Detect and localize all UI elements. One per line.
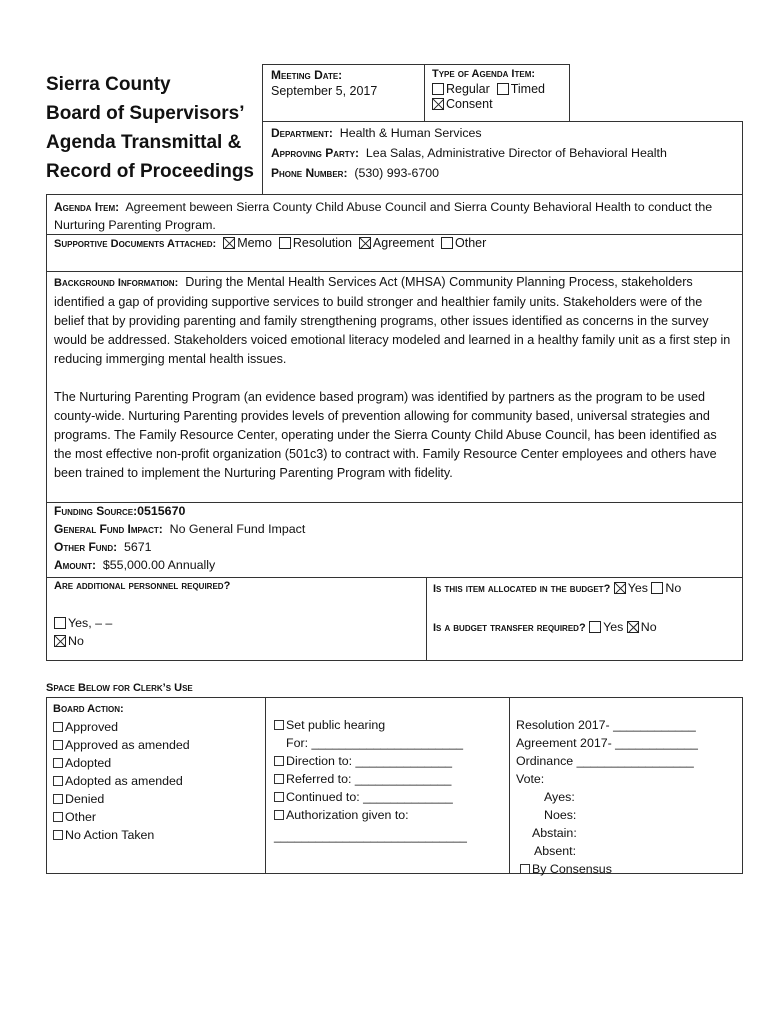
clerk-col-2 [274, 716, 504, 845]
clerk-col-1 [53, 700, 263, 844]
agenda-item-text: Agreement beween Sierra County Child Abuse Council and Sierra County Behavioral Health to conduct the Nurturing Parenting Program. [54, 200, 713, 232]
approved-label: Approved [65, 720, 119, 734]
budget-box [426, 577, 743, 661]
title-line-1: Sierra County [46, 74, 171, 95]
phone-label: Phone Number: [271, 166, 348, 180]
personnel-no-label: No [68, 634, 84, 648]
authorization-label: Authorization given to: [286, 808, 409, 822]
approving-label: Approving Party: [271, 146, 360, 160]
approved-amended-label: Approved as amended [65, 738, 190, 752]
denied-checkbox[interactable] [53, 794, 63, 804]
funding-box [46, 502, 743, 578]
continued-label: Continued to: _____________ [286, 790, 453, 804]
denied-label: Denied [65, 792, 105, 806]
other-fund-value: 5671 [124, 540, 152, 554]
clerk-section-label: Space Below for Clerk’s Use [46, 682, 193, 694]
department-box-top-rule [570, 121, 743, 122]
set-hearing-checkbox[interactable] [274, 720, 284, 730]
adopted-label: Adopted [65, 756, 112, 770]
approved-checkbox[interactable] [53, 722, 63, 732]
regular-label: Regular [446, 82, 490, 96]
resolution-label: Resolution [292, 236, 352, 250]
background-label: Background Information: [54, 277, 179, 289]
no-action-checkbox[interactable] [53, 830, 63, 840]
authorization-checkbox[interactable] [274, 810, 284, 820]
background-paragraph-1: During the Mental Health Services Act (MHSA) Community Planning Process, stakeholders identified a gap of providing supportive services to build stronger and healthier family units. Stakeholders were of the belief that by providing parenting and family strengthening programs, other issues identified as concerns in the survey would be addressed. Stakeholders voiced emotional literacy modeled and learned in a healthy family unit as a first step in reducing immerging mental health issues. [54, 275, 731, 366]
consensus-checkbox[interactable] [520, 864, 530, 874]
clerk-other-label: Other [65, 810, 96, 824]
noes-label: Noes: [544, 808, 577, 822]
other-checkbox[interactable] [441, 237, 453, 249]
referred-label: Referred to: ______________ [286, 772, 452, 786]
meeting-date-label: Meeting Date: [271, 68, 343, 82]
agreement-label: Agreement [372, 236, 435, 250]
ayes-label: Ayes: [544, 790, 575, 804]
general-fund-label: General Fund Impact: [54, 522, 163, 536]
budget-allocated-label: Is this item allocated in the budget? [433, 583, 611, 595]
agenda-item-box [46, 194, 743, 235]
title-line-2: Board of Supervisors’ [46, 103, 245, 124]
personnel-label: Are additional personnel required? [54, 580, 231, 592]
for-line: For: ______________________ [286, 736, 464, 750]
timed-checkbox[interactable] [497, 83, 509, 95]
budget-transfer-label: Is a budget transfer required? [433, 622, 586, 634]
transfer-yes-label: Yes [603, 620, 624, 634]
allocated-yes-label: Yes [627, 581, 648, 595]
personnel-yes-label: Yes, – – [68, 616, 113, 630]
vote-label: Vote: [516, 772, 545, 786]
continued-checkbox[interactable] [274, 792, 284, 802]
authorization-line: ____________________________ [274, 829, 467, 843]
document-title [46, 70, 256, 186]
amount-value: $55,000.00 Annually [102, 558, 216, 572]
department-value: Health & Human Services [339, 126, 482, 140]
clerk-divider-1 [265, 698, 266, 873]
absent-label: Absent: [534, 844, 577, 858]
adopted-amended-checkbox[interactable] [53, 776, 63, 786]
supportive-docs-label: Supportive Documents Attached: [54, 238, 217, 250]
approving-value: Lea Salas, Administrative Director of Behavioral Health [365, 146, 667, 160]
personnel-no-checkbox[interactable] [54, 635, 66, 647]
department-label: Department: [271, 126, 333, 140]
funding-source-label: Funding Source: [54, 504, 138, 518]
allocated-no-label: No [665, 581, 682, 595]
supportive-docs-box [46, 234, 743, 272]
transfer-yes-checkbox[interactable] [589, 621, 601, 633]
meeting-date-value: September 5, 2017 [271, 84, 378, 98]
other-fund-label: Other Fund: [54, 540, 118, 554]
background-box [46, 271, 743, 503]
adopted-amended-label: Adopted as amended [65, 774, 183, 788]
direction-label: Direction to: ______________ [286, 754, 453, 768]
personnel-box [46, 577, 427, 661]
timed-label: Timed [510, 82, 545, 96]
memo-checkbox[interactable] [223, 237, 235, 249]
agreement-checkbox[interactable] [359, 237, 371, 249]
no-action-label: No Action Taken [65, 828, 155, 842]
agenda-item-label: Agenda Item: [54, 200, 120, 214]
ordinance-number-line: Ordinance _________________ [516, 754, 694, 768]
amount-label: Amount: [54, 558, 96, 572]
funding-source-value: 0515670 [137, 504, 186, 518]
approved-amended-checkbox[interactable] [53, 740, 63, 750]
resolution-checkbox[interactable] [279, 237, 291, 249]
title-line-4: Record of Proceedings [46, 161, 254, 182]
referred-checkbox[interactable] [274, 774, 284, 784]
type-label: Type of Agenda Item: [432, 68, 536, 80]
transfer-no-label: No [640, 620, 657, 634]
title-line-3: Agenda Transmittal & [46, 132, 242, 153]
consent-checkbox[interactable] [432, 98, 444, 110]
regular-checkbox[interactable] [432, 83, 444, 95]
abstain-label: Abstain: [532, 826, 577, 840]
department-box [262, 121, 743, 195]
consent-label: Consent [446, 97, 493, 111]
adopted-checkbox[interactable] [53, 758, 63, 768]
personnel-yes-checkbox[interactable] [54, 617, 66, 629]
background-paragraph-2: The Nurturing Parenting Program (an evidence based program) was identified by partners as the program to be used county-wide. Nurturing Parenting provides levels of prevention allowing for community based, universal strategies and programs. The Family Resource Center, operating under the Sierra County Child Abuse Council, has been identified as the most effective non-profit organization (501c3) to contract with. Family Resource Center employees and others have been trained to implement the Nurturing Parenting Program with fidelity. [54, 390, 717, 480]
memo-label: Memo [237, 236, 272, 250]
consensus-label: By Consensus [532, 862, 612, 876]
transfer-no-checkbox[interactable] [627, 621, 639, 633]
clerk-col-3 [516, 716, 738, 878]
board-action-label: Board Action: [53, 703, 124, 715]
allocated-no-checkbox[interactable] [651, 582, 663, 594]
allocated-yes-checkbox[interactable] [614, 582, 626, 594]
clerk-box [46, 697, 743, 874]
agreement-number-line: Agreement 2017- ____________ [516, 736, 698, 750]
type-of-agenda-box [424, 64, 570, 122]
direction-checkbox[interactable] [274, 756, 284, 766]
meeting-date-box [262, 64, 425, 122]
other-label: Other [455, 236, 487, 250]
clerk-other-checkbox[interactable] [53, 812, 63, 822]
clerk-divider-2 [509, 698, 510, 873]
general-fund-value: No General Fund Impact [169, 522, 306, 536]
set-hearing-label: Set public hearing [286, 718, 386, 732]
phone-value: (530) 993-6700 [354, 166, 440, 180]
resolution-number-line: Resolution 2017- ____________ [516, 718, 696, 732]
